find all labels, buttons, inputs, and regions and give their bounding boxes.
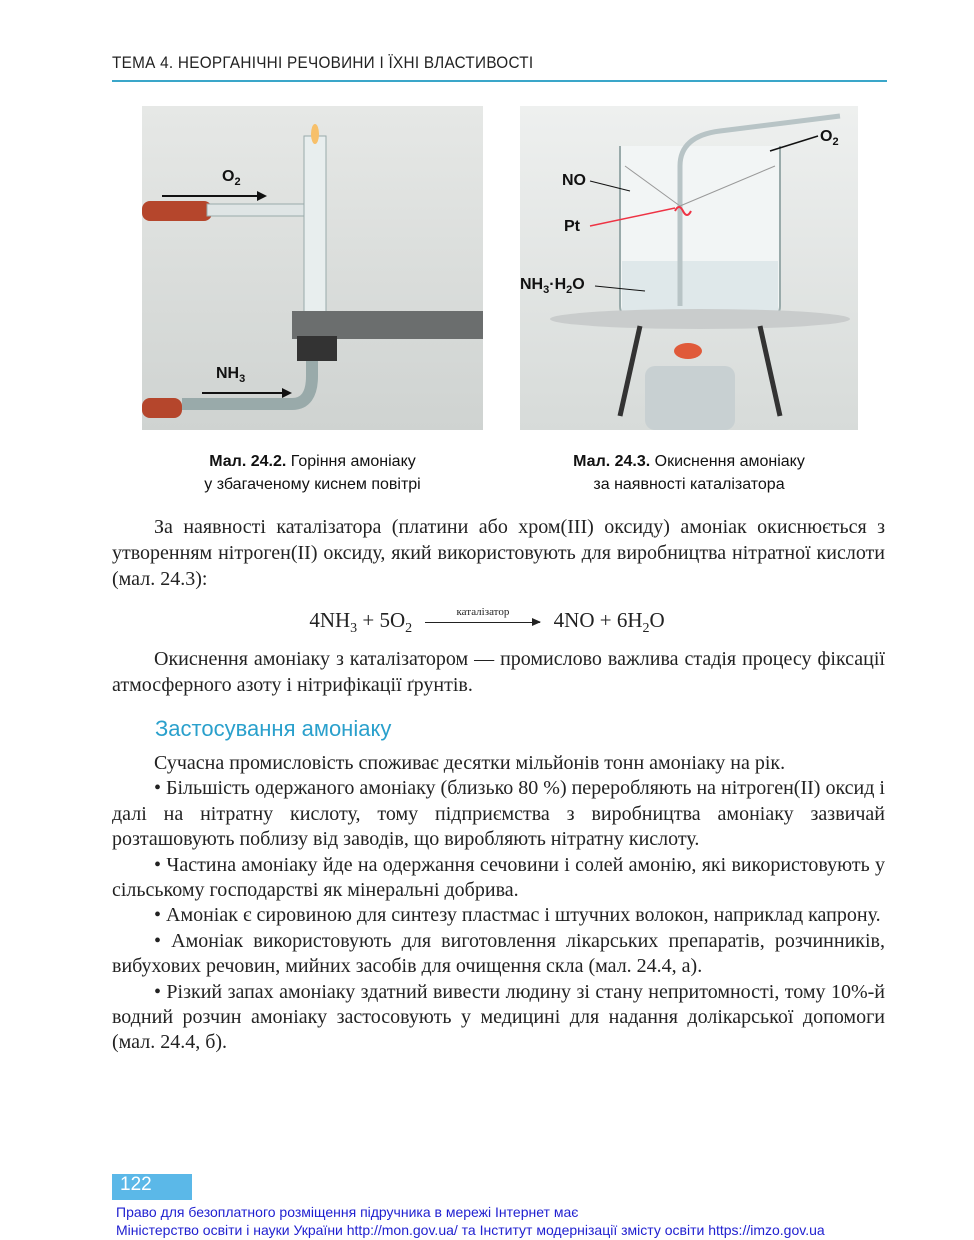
figure-24-3-photo [520,106,858,430]
header-divider [112,80,887,82]
bullet-paragraph: • Амоніак використовують для виготовлення лікарських препаратів, розчинників, вибухових речовин, мийних засобів для очищення скла (мал. 24.4, а). [112,929,885,978]
caption-text: у збагаченому киснем повітрі [204,476,421,493]
caption-number: Мал. 24.3. [573,453,651,470]
bullet-paragraph: • Різкий запах амоніаку здатний вивести людину зі стану непритомності, тому 10%-й водний розчин амоніаку застосовують у медицині для надання долікарської допомоги (мал. 24.4, б). [112,980,885,1054]
caption-text: Горіння амоніаку [286,453,416,470]
caption-text: Окиснення амоніаку [650,453,805,470]
footer-line: Право для безоплатного розміщення підручника в мережі Інтернет має [116,1204,579,1220]
arrow-label: каталізатор [456,605,510,618]
bullet-paragraph: • Амоніак є сировиною для синтезу пластмас і штучних волокон, наприклад капрону. [154,904,881,927]
chemical-equation: $4NH_3 + 5O_2$ каталізатор $4NO + 6H_2O$ [309,605,665,637]
ammonia-burning-apparatus-illustration [142,106,483,430]
pt-label: Pt [564,218,580,235]
paragraph-text: За наявності каталізатора (платини або хром(III) оксиду) амоніак окиснюється з утворенням нітроген(II) оксиду, який використовують для виробництва нітратної кислоти (мал. 24.3): [112,516,885,590]
figure-24-2-caption [142,450,483,496]
paragraph-catalyst [112,514,885,592]
caption-number: Мал. 24.2. [209,453,287,470]
applications-text [112,751,885,1056]
caption-text: за наявності каталізатора [593,476,785,493]
reaction-arrow [425,605,540,623]
o2-label: $O_2$ [820,128,839,149]
catalytic-oxidation-apparatus-illustration [520,106,858,430]
paragraph-importance [112,646,885,698]
paragraph-text: Окиснення амоніаку з каталізатором — промислово важлива стадія процесу фіксації атмосферного азоту і нітрифікації ґрунтів. [112,648,885,696]
footer-notice [116,1203,825,1239]
bullet-paragraph: • Частина амоніаку йде на одержання сечовини і солей амонію, які використовують у сільському господарстві як мінеральні добрива. [112,853,885,902]
o2-label: $O_2$ [222,168,241,189]
no-label: NO [562,172,586,189]
page-number: 122 [112,1174,192,1200]
footer-line: Міністерство освіти і науки України http://mon.gov.ua/ та Інститут модернізації змісту освіти https://imzo.gov.ua [116,1222,825,1238]
figure-24-3-caption [520,450,858,496]
paragraph: Сучасна промисловість споживає десятки мільйонів тонн амоніаку на рік. [154,752,786,774]
nh3-h2o-label: $NH_3\cdot H_2O$ [520,276,585,297]
section-heading: Застосування амоніаку [155,716,392,741]
figure-24-2-photo [142,106,483,430]
bullet-paragraph: • Більшість одержаного амоніаку (близько 80 %) переробляють на нітроген(II) оксид і далі на нітратну кислоту, тому підприємства з виробництва амоніаку зазвичай розташовують поблизу від заводів, що виробляють нітратну кислоту. [112,777,885,851]
chapter-header: ТЕМА 4. НЕОРГАНІЧНІ РЕЧОВИНИ І ЇХНІ ВЛАСТИВОСТІ [112,53,534,72]
nh3-label: $NH_3$ [216,365,246,386]
